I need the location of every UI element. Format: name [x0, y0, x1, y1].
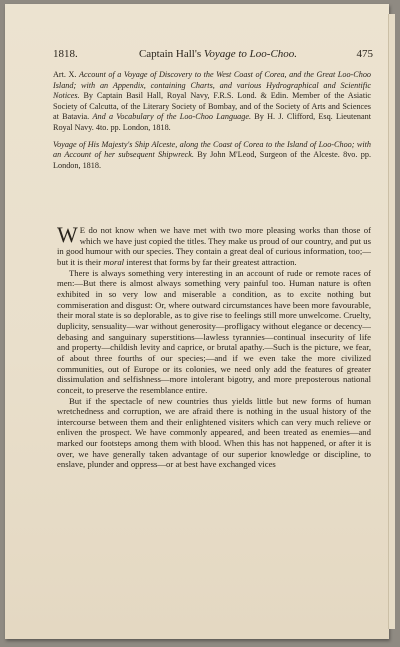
drop-cap: W: [57, 222, 78, 247]
emphasis: moral: [103, 256, 125, 267]
reference-title: Voyage of His Majesty's Ship Alceste, along the Coast of Corea to the Island of Loo-Choo; with an Account of her subsequent Shipwreck.: [53, 139, 371, 160]
reference-author: By Captain Basil Hall, Royal Navy, F.R.S. Lond. & Edin. Member of the Asiatic Society of Calcutta, of the Literary Society of Bombay, and of the Society of Arts and Sciences at Batavia.: [53, 91, 371, 122]
article-label: Art. X.: [53, 70, 77, 79]
header-title: [123, 48, 313, 60]
header-title-italic: Voyage to Loo-Choo.: [203, 48, 298, 60]
page-number: 475: [356, 48, 373, 60]
paragraph: [57, 222, 371, 268]
article-body: [57, 222, 371, 470]
bibliographic-references: [53, 70, 371, 177]
reference-title: Account of a Voyage of Discovery to the West Coast of Corea, and the Great Loo-Choo Island; with an Appendix, containing Charts, and various Hydrographical and Scientific Notices.: [53, 70, 372, 101]
reference-author: By John M'Leod, Surgeon of the Alceste. 8vo. pp. London, 1818.: [53, 150, 371, 170]
header-year: 1818.: [53, 48, 78, 60]
reference-author-2: By H. J. Clifford, Esq. Lieutenant Royal Navy. 4to. pp. London, 1818.: [53, 112, 371, 132]
paragraph-text: interest that forms by far their greatest attraction.: [124, 256, 297, 267]
reference-entry: [53, 70, 371, 134]
paragraph-text: E do not know when we have met with two more pleasing works than those of which we have just copied the titles. They make us proud of our country, and put us in good humour with our species. They contain a great deal of curious information, too;—but it is their: [57, 225, 371, 267]
header-title-prefix: Captain Hall's: [138, 48, 204, 60]
book-page: [5, 4, 389, 639]
running-header: [53, 48, 373, 64]
paragraph: But if the spectacle of new countries thus yields little but new forms of human wretchedness and corruption, we are afraid there is nothing in the usual history of the intercourse between them and their enlightened visiters which can very much relieve or enliven the prospect. We have commonly appeared, and been treated as enemies—and marked our footsteps among them with blood. When this has not happened, or after it is over, we have generally taken advantage of our superior knowledge or discipline, to enslave, plunder and oppress—or at best have exchanged vices: [57, 395, 371, 470]
reference-entry: [53, 140, 371, 172]
reference-title-2: And a Vocabulary of the Loo-Choo Language.: [92, 112, 252, 122]
paragraph: There is always something very interesting in an account of rude or remote races of men:—But there is almost always something very painful too. Human nature is often exhibited in so very low and miserable a condition, as to excite nothing but commiseration and disgust: Or, where outward circumstances have been more favourable, their moral state is so deplorable, as to give rise to feelings still more unwelcome. Cruelty, duplicity, sensuality—war without generosity—profligacy without elegance or decency—debasing and sanguinary superstitions—lawless tyrannies—continual insecurity of life and property—childish levity and caprice, or brutal apathy.—Such is the picture, we fear, of about three fourths of our species;—and if we even take the more civilized communities, out of Europe or its colonies, we need only add the features of greater dissimulation and selfishness—more intolerant bigotry, and more preposterous national conceit, to preserve the resemblance entire.: [57, 267, 371, 395]
